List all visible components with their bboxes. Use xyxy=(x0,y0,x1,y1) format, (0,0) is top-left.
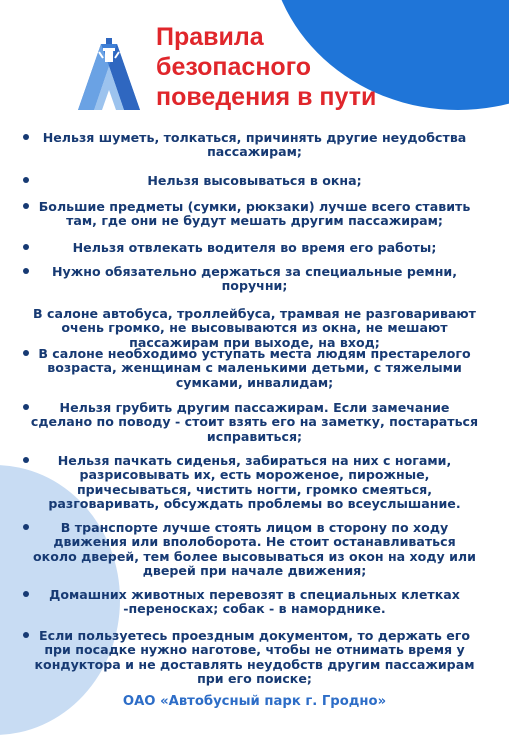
title-line: безопасного xyxy=(156,53,312,81)
rule-item: Домашних животных перевозят в специальных клетках -переносках; собак - в наморднике. xyxy=(49,587,460,617)
rule-item: Нельзя высовываться в окна; xyxy=(147,173,362,188)
rule-item: В салоне автобуса, троллейбуса, трамвая не разговаривают очень громко, не высовываются из окна, не мешают пассажирам при выходе, на вход; xyxy=(33,306,476,350)
rule-item: Если пользуетесь проездным документом, то держать его при посадке нужно наготове, чтобы не отнимать время у кондуктора и не доставлять неудобств другим пассажирам при его поиске; xyxy=(34,628,475,687)
page-title xyxy=(156,22,456,112)
bus-park-logo-icon xyxy=(70,36,148,114)
rule-item: Нельзя шуметь, толкаться, причинять другие неудобства пассажирам; xyxy=(42,130,467,160)
rule-item: Нельзя пачкать сиденья, забираться на них с ногами, разрисовывать их, есть мороженое, пирожные, причесываться, чистить ногти, громко смеяться, разговаривать, обсуждать проблемы во всеуслышание. xyxy=(48,453,461,512)
rule-item: В салоне необходимо уступать места людям престарелого возраста, женщинам с маленькими детьми, с тяжелыми сумками, инвалидам; xyxy=(38,346,471,390)
rule-item: Нужно обязательно держаться за специальные ремни, поручни; xyxy=(51,264,458,294)
rule-item: Нельзя грубить другим пассажирам. Если замечание сделано по поводу - стоит взять его на заметку, постараться исправиться; xyxy=(30,400,479,444)
rule-item: Нельзя отвлекать водителя во время его работы; xyxy=(72,240,437,255)
rule-item: В транспорте лучше стоять лицом в сторону по ходу движения или вполоборота. Не стоит останавливаться около дверей, тем более высовываться из окон на ходу или дверей при начале движения; xyxy=(33,520,476,579)
rule-item: Большие предметы (сумки, рюкзаки) лучше всего ставить там, где они не будут мешать другим пассажирам; xyxy=(38,199,471,229)
title-line: поведения в пути xyxy=(156,83,377,111)
footer-organization: ОАО «Автобусный парк г. Гродно» xyxy=(122,694,387,709)
title-line: Правила xyxy=(156,23,264,51)
